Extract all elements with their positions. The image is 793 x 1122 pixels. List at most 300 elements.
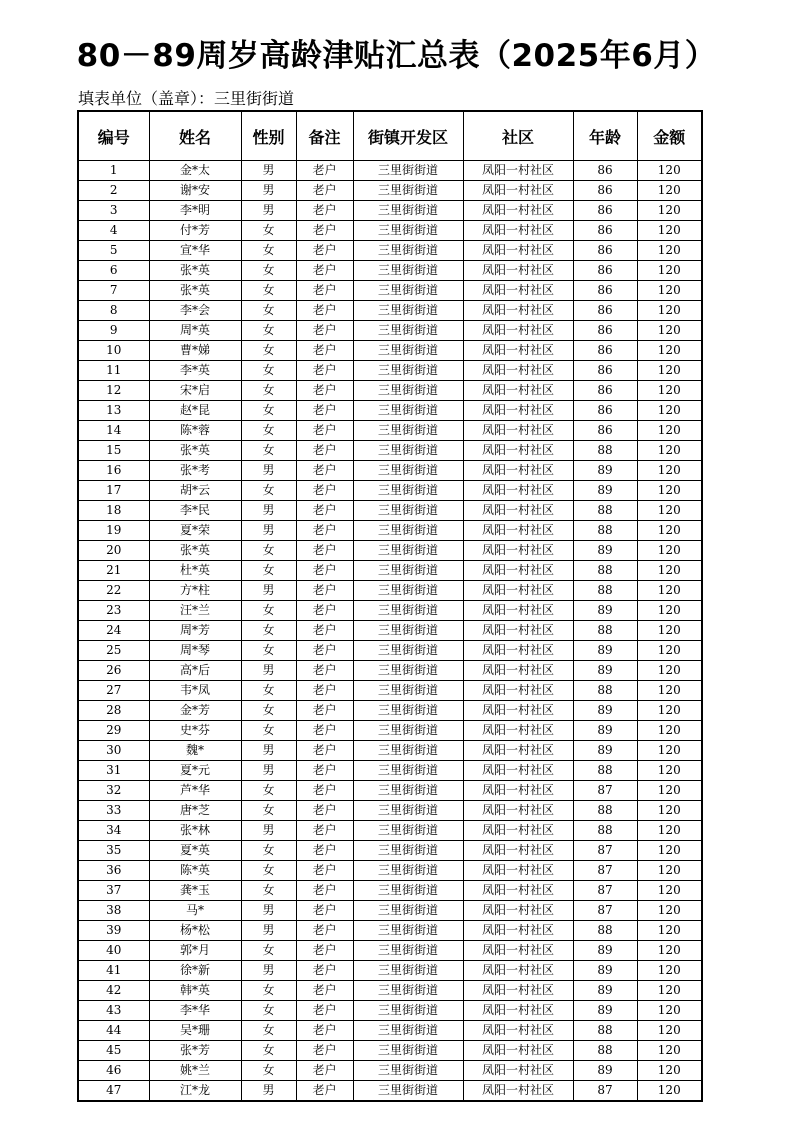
cell-id: 44 xyxy=(78,1021,149,1041)
cell-gender: 女 xyxy=(241,861,296,881)
cell-amount: 120 xyxy=(637,221,702,241)
cell-age: 87 xyxy=(573,901,637,921)
cell-community: 凤阳一村社区 xyxy=(463,481,573,501)
cell-gender: 男 xyxy=(241,501,296,521)
cell-gender: 男 xyxy=(241,761,296,781)
table-row xyxy=(78,781,702,801)
cell-amount: 120 xyxy=(637,321,702,341)
cell-amount: 120 xyxy=(637,461,702,481)
cell-name: 姚*兰 xyxy=(149,1061,241,1081)
cell-street: 三里街街道 xyxy=(353,601,463,621)
cell-age: 86 xyxy=(573,221,637,241)
cell-remark: 老户 xyxy=(296,901,353,921)
cell-street: 三里街街道 xyxy=(353,881,463,901)
cell-street: 三里街街道 xyxy=(353,361,463,381)
cell-community: 凤阳一村社区 xyxy=(463,921,573,941)
cell-remark: 老户 xyxy=(296,481,353,501)
cell-id: 6 xyxy=(78,261,149,281)
cell-age: 88 xyxy=(573,1021,637,1041)
cell-street: 三里街街道 xyxy=(353,561,463,581)
cell-street: 三里街街道 xyxy=(353,761,463,781)
cell-age: 87 xyxy=(573,841,637,861)
cell-id: 45 xyxy=(78,1041,149,1061)
cell-community: 凤阳一村社区 xyxy=(463,541,573,561)
cell-amount: 120 xyxy=(637,621,702,641)
table-row xyxy=(78,761,702,781)
cell-amount: 120 xyxy=(637,261,702,281)
cell-amount: 120 xyxy=(637,481,702,501)
cell-gender: 男 xyxy=(241,201,296,221)
cell-age: 89 xyxy=(573,1001,637,1021)
cell-age: 86 xyxy=(573,201,637,221)
cell-amount: 120 xyxy=(637,381,702,401)
cell-street: 三里街街道 xyxy=(353,401,463,421)
cell-name: 宣*华 xyxy=(149,241,241,261)
cell-amount: 120 xyxy=(637,681,702,701)
column-header-name: 姓名 xyxy=(149,111,241,161)
cell-amount: 120 xyxy=(637,741,702,761)
cell-id: 33 xyxy=(78,801,149,821)
cell-age: 86 xyxy=(573,381,637,401)
cell-community: 凤阳一村社区 xyxy=(463,881,573,901)
cell-name: 李*华 xyxy=(149,1001,241,1021)
cell-gender: 女 xyxy=(241,381,296,401)
cell-id: 40 xyxy=(78,941,149,961)
cell-remark: 老户 xyxy=(296,401,353,421)
fill-unit-label: 填表单位（盖章）：三里街街道 xyxy=(78,89,295,108)
cell-remark: 老户 xyxy=(296,921,353,941)
cell-remark: 老户 xyxy=(296,861,353,881)
cell-amount: 120 xyxy=(637,401,702,421)
cell-street: 三里街街道 xyxy=(353,281,463,301)
cell-amount: 120 xyxy=(637,881,702,901)
cell-name: 李*会 xyxy=(149,301,241,321)
table-row xyxy=(78,601,702,621)
cell-age: 88 xyxy=(573,681,637,701)
cell-gender: 男 xyxy=(241,581,296,601)
cell-street: 三里街街道 xyxy=(353,341,463,361)
cell-amount: 120 xyxy=(637,1021,702,1041)
cell-community: 凤阳一村社区 xyxy=(463,641,573,661)
cell-amount: 120 xyxy=(637,561,702,581)
cell-gender: 女 xyxy=(241,841,296,861)
cell-gender: 女 xyxy=(241,321,296,341)
cell-remark: 老户 xyxy=(296,801,353,821)
table-row xyxy=(78,201,702,221)
cell-gender: 女 xyxy=(241,281,296,301)
cell-gender: 女 xyxy=(241,561,296,581)
cell-age: 89 xyxy=(573,661,637,681)
cell-name: 夏*元 xyxy=(149,761,241,781)
cell-amount: 120 xyxy=(637,1061,702,1081)
cell-age: 89 xyxy=(573,941,637,961)
cell-community: 凤阳一村社区 xyxy=(463,981,573,1001)
cell-amount: 120 xyxy=(637,301,702,321)
cell-remark: 老户 xyxy=(296,201,353,221)
cell-amount: 120 xyxy=(637,1081,702,1102)
cell-id: 1 xyxy=(78,161,149,181)
cell-street: 三里街街道 xyxy=(353,1081,463,1102)
cell-id: 38 xyxy=(78,901,149,921)
cell-id: 39 xyxy=(78,921,149,941)
cell-community: 凤阳一村社区 xyxy=(463,361,573,381)
cell-gender: 女 xyxy=(241,1061,296,1081)
cell-amount: 120 xyxy=(637,961,702,981)
cell-remark: 老户 xyxy=(296,881,353,901)
cell-age: 89 xyxy=(573,461,637,481)
cell-id: 7 xyxy=(78,281,149,301)
cell-community: 凤阳一村社区 xyxy=(463,1081,573,1102)
column-header-community: 社区 xyxy=(463,111,573,161)
table-row xyxy=(78,1081,702,1102)
cell-amount: 120 xyxy=(637,901,702,921)
cell-remark: 老户 xyxy=(296,961,353,981)
cell-community: 凤阳一村社区 xyxy=(463,281,573,301)
cell-id: 27 xyxy=(78,681,149,701)
table-row xyxy=(78,281,702,301)
cell-amount: 120 xyxy=(637,421,702,441)
cell-street: 三里街街道 xyxy=(353,781,463,801)
cell-community: 凤阳一村社区 xyxy=(463,1001,573,1021)
cell-remark: 老户 xyxy=(296,621,353,641)
cell-street: 三里街街道 xyxy=(353,821,463,841)
cell-street: 三里街街道 xyxy=(353,321,463,341)
cell-community: 凤阳一村社区 xyxy=(463,241,573,261)
cell-amount: 120 xyxy=(637,241,702,261)
column-header-street: 街镇开发区 xyxy=(353,111,463,161)
cell-street: 三里街街道 xyxy=(353,1041,463,1061)
table-row xyxy=(78,841,702,861)
cell-name: 韦*凤 xyxy=(149,681,241,701)
cell-age: 88 xyxy=(573,761,637,781)
cell-id: 31 xyxy=(78,761,149,781)
cell-community: 凤阳一村社区 xyxy=(463,681,573,701)
cell-remark: 老户 xyxy=(296,721,353,741)
cell-gender: 女 xyxy=(241,301,296,321)
cell-amount: 120 xyxy=(637,441,702,461)
cell-gender: 女 xyxy=(241,441,296,461)
cell-amount: 120 xyxy=(637,501,702,521)
cell-name: 汪*兰 xyxy=(149,601,241,621)
table-row xyxy=(78,821,702,841)
cell-age: 89 xyxy=(573,741,637,761)
cell-age: 86 xyxy=(573,181,637,201)
cell-name: 韩*英 xyxy=(149,981,241,1001)
cell-community: 凤阳一村社区 xyxy=(463,821,573,841)
table-row xyxy=(78,581,702,601)
table-row xyxy=(78,701,702,721)
cell-remark: 老户 xyxy=(296,821,353,841)
cell-age: 89 xyxy=(573,961,637,981)
cell-id: 26 xyxy=(78,661,149,681)
cell-community: 凤阳一村社区 xyxy=(463,1041,573,1061)
cell-remark: 老户 xyxy=(296,221,353,241)
cell-name: 金*芳 xyxy=(149,701,241,721)
cell-remark: 老户 xyxy=(296,601,353,621)
table-row xyxy=(78,1001,702,1021)
cell-community: 凤阳一村社区 xyxy=(463,841,573,861)
cell-name: 周*芳 xyxy=(149,621,241,641)
cell-id: 16 xyxy=(78,461,149,481)
cell-street: 三里街街道 xyxy=(353,541,463,561)
cell-remark: 老户 xyxy=(296,381,353,401)
cell-gender: 女 xyxy=(241,681,296,701)
cell-gender: 女 xyxy=(241,541,296,561)
table-row xyxy=(78,861,702,881)
cell-street: 三里街街道 xyxy=(353,161,463,181)
cell-age: 86 xyxy=(573,281,637,301)
cell-name: 周*琴 xyxy=(149,641,241,661)
table-header-row xyxy=(78,111,702,161)
cell-community: 凤阳一村社区 xyxy=(463,561,573,581)
cell-street: 三里街街道 xyxy=(353,641,463,661)
cell-remark: 老户 xyxy=(296,581,353,601)
cell-community: 凤阳一村社区 xyxy=(463,401,573,421)
cell-age: 86 xyxy=(573,361,637,381)
cell-gender: 女 xyxy=(241,361,296,381)
cell-age: 89 xyxy=(573,981,637,1001)
cell-remark: 老户 xyxy=(296,841,353,861)
cell-id: 9 xyxy=(78,321,149,341)
cell-name: 胡*云 xyxy=(149,481,241,501)
cell-community: 凤阳一村社区 xyxy=(463,421,573,441)
cell-age: 88 xyxy=(573,561,637,581)
cell-name: 赵*昆 xyxy=(149,401,241,421)
cell-street: 三里街街道 xyxy=(353,681,463,701)
cell-amount: 120 xyxy=(637,601,702,621)
cell-id: 37 xyxy=(78,881,149,901)
cell-gender: 男 xyxy=(241,961,296,981)
cell-street: 三里街街道 xyxy=(353,301,463,321)
cell-gender: 男 xyxy=(241,901,296,921)
cell-remark: 老户 xyxy=(296,161,353,181)
cell-community: 凤阳一村社区 xyxy=(463,961,573,981)
cell-community: 凤阳一村社区 xyxy=(463,381,573,401)
table-row xyxy=(78,541,702,561)
cell-id: 46 xyxy=(78,1061,149,1081)
table-row xyxy=(78,461,702,481)
cell-community: 凤阳一村社区 xyxy=(463,1061,573,1081)
cell-remark: 老户 xyxy=(296,281,353,301)
cell-amount: 120 xyxy=(637,721,702,741)
table-row xyxy=(78,981,702,1001)
cell-amount: 120 xyxy=(637,801,702,821)
cell-name: 芦*华 xyxy=(149,781,241,801)
cell-id: 32 xyxy=(78,781,149,801)
cell-gender: 女 xyxy=(241,981,296,1001)
cell-name: 吴*珊 xyxy=(149,1021,241,1041)
cell-community: 凤阳一村社区 xyxy=(463,521,573,541)
cell-remark: 老户 xyxy=(296,1041,353,1061)
cell-id: 30 xyxy=(78,741,149,761)
cell-street: 三里街街道 xyxy=(353,941,463,961)
table-row xyxy=(78,401,702,421)
cell-gender: 男 xyxy=(241,821,296,841)
cell-street: 三里街街道 xyxy=(353,981,463,1001)
cell-id: 22 xyxy=(78,581,149,601)
table-row xyxy=(78,881,702,901)
cell-gender: 女 xyxy=(241,701,296,721)
cell-street: 三里街街道 xyxy=(353,1021,463,1041)
cell-remark: 老户 xyxy=(296,1021,353,1041)
cell-name: 史*芬 xyxy=(149,721,241,741)
cell-community: 凤阳一村社区 xyxy=(463,621,573,641)
cell-id: 15 xyxy=(78,441,149,461)
table-row xyxy=(78,941,702,961)
cell-community: 凤阳一村社区 xyxy=(463,441,573,461)
table-row xyxy=(78,421,702,441)
cell-age: 86 xyxy=(573,421,637,441)
cell-id: 14 xyxy=(78,421,149,441)
cell-remark: 老户 xyxy=(296,661,353,681)
table-body xyxy=(78,161,702,1102)
cell-community: 凤阳一村社区 xyxy=(463,801,573,821)
table-row xyxy=(78,481,702,501)
cell-community: 凤阳一村社区 xyxy=(463,941,573,961)
cell-id: 47 xyxy=(78,1081,149,1102)
table-row xyxy=(78,681,702,701)
cell-community: 凤阳一村社区 xyxy=(463,321,573,341)
cell-amount: 120 xyxy=(637,521,702,541)
cell-street: 三里街街道 xyxy=(353,841,463,861)
cell-name: 方*柱 xyxy=(149,581,241,601)
cell-gender: 女 xyxy=(241,341,296,361)
cell-age: 88 xyxy=(573,921,637,941)
cell-id: 28 xyxy=(78,701,149,721)
cell-street: 三里街街道 xyxy=(353,461,463,481)
cell-id: 24 xyxy=(78,621,149,641)
cell-gender: 男 xyxy=(241,461,296,481)
cell-remark: 老户 xyxy=(296,701,353,721)
cell-age: 88 xyxy=(573,501,637,521)
cell-street: 三里街街道 xyxy=(353,961,463,981)
table-row xyxy=(78,641,702,661)
cell-gender: 女 xyxy=(241,1041,296,1061)
subsidy-table xyxy=(77,110,703,1102)
cell-age: 88 xyxy=(573,821,637,841)
cell-age: 89 xyxy=(573,481,637,501)
cell-street: 三里街街道 xyxy=(353,181,463,201)
cell-id: 34 xyxy=(78,821,149,841)
cell-age: 86 xyxy=(573,401,637,421)
cell-id: 2 xyxy=(78,181,149,201)
column-header-id: 编号 xyxy=(78,111,149,161)
cell-remark: 老户 xyxy=(296,741,353,761)
cell-id: 25 xyxy=(78,641,149,661)
cell-remark: 老户 xyxy=(296,361,353,381)
cell-community: 凤阳一村社区 xyxy=(463,161,573,181)
cell-amount: 120 xyxy=(637,701,702,721)
column-header-gender: 性别 xyxy=(241,111,296,161)
cell-street: 三里街街道 xyxy=(353,1061,463,1081)
table-row xyxy=(78,341,702,361)
cell-remark: 老户 xyxy=(296,301,353,321)
cell-name: 夏*英 xyxy=(149,841,241,861)
cell-age: 88 xyxy=(573,521,637,541)
table-row xyxy=(78,381,702,401)
cell-name: 张*英 xyxy=(149,261,241,281)
cell-id: 23 xyxy=(78,601,149,621)
cell-name: 高*后 xyxy=(149,661,241,681)
cell-remark: 老户 xyxy=(296,181,353,201)
cell-age: 86 xyxy=(573,321,637,341)
table-row xyxy=(78,321,702,341)
cell-amount: 120 xyxy=(637,761,702,781)
cell-remark: 老户 xyxy=(296,461,353,481)
table-row xyxy=(78,501,702,521)
table-row xyxy=(78,741,702,761)
cell-age: 88 xyxy=(573,801,637,821)
cell-gender: 女 xyxy=(241,941,296,961)
cell-name: 郭*月 xyxy=(149,941,241,961)
cell-name: 曹*娣 xyxy=(149,341,241,361)
table-row xyxy=(78,441,702,461)
cell-id: 42 xyxy=(78,981,149,1001)
cell-age: 86 xyxy=(573,261,637,281)
cell-gender: 女 xyxy=(241,601,296,621)
cell-street: 三里街街道 xyxy=(353,421,463,441)
cell-remark: 老户 xyxy=(296,521,353,541)
column-header-age: 年龄 xyxy=(573,111,637,161)
cell-gender: 男 xyxy=(241,741,296,761)
cell-name: 陈*英 xyxy=(149,861,241,881)
cell-amount: 120 xyxy=(637,581,702,601)
table-row xyxy=(78,221,702,241)
cell-community: 凤阳一村社区 xyxy=(463,341,573,361)
cell-age: 89 xyxy=(573,541,637,561)
cell-age: 89 xyxy=(573,721,637,741)
cell-street: 三里街街道 xyxy=(353,621,463,641)
cell-gender: 女 xyxy=(241,641,296,661)
cell-age: 88 xyxy=(573,581,637,601)
cell-remark: 老户 xyxy=(296,981,353,1001)
cell-remark: 老户 xyxy=(296,261,353,281)
cell-street: 三里街街道 xyxy=(353,801,463,821)
cell-community: 凤阳一村社区 xyxy=(463,861,573,881)
cell-id: 4 xyxy=(78,221,149,241)
cell-age: 89 xyxy=(573,641,637,661)
cell-street: 三里街街道 xyxy=(353,261,463,281)
cell-name: 杨*松 xyxy=(149,921,241,941)
cell-community: 凤阳一村社区 xyxy=(463,721,573,741)
table-row xyxy=(78,921,702,941)
cell-remark: 老户 xyxy=(296,321,353,341)
cell-street: 三里街街道 xyxy=(353,381,463,401)
cell-community: 凤阳一村社区 xyxy=(463,1021,573,1041)
cell-gender: 女 xyxy=(241,801,296,821)
table-row xyxy=(78,621,702,641)
cell-age: 87 xyxy=(573,781,637,801)
cell-id: 10 xyxy=(78,341,149,361)
column-header-amount: 金额 xyxy=(637,111,702,161)
cell-amount: 120 xyxy=(637,161,702,181)
cell-community: 凤阳一村社区 xyxy=(463,701,573,721)
cell-age: 86 xyxy=(573,341,637,361)
cell-remark: 老户 xyxy=(296,781,353,801)
cell-gender: 女 xyxy=(241,221,296,241)
cell-community: 凤阳一村社区 xyxy=(463,581,573,601)
table-row xyxy=(78,561,702,581)
cell-amount: 120 xyxy=(637,1001,702,1021)
cell-community: 凤阳一村社区 xyxy=(463,761,573,781)
cell-street: 三里街街道 xyxy=(353,581,463,601)
cell-id: 41 xyxy=(78,961,149,981)
cell-name: 张*英 xyxy=(149,281,241,301)
cell-community: 凤阳一村社区 xyxy=(463,501,573,521)
cell-id: 21 xyxy=(78,561,149,581)
cell-name: 魏* xyxy=(149,741,241,761)
cell-remark: 老户 xyxy=(296,761,353,781)
